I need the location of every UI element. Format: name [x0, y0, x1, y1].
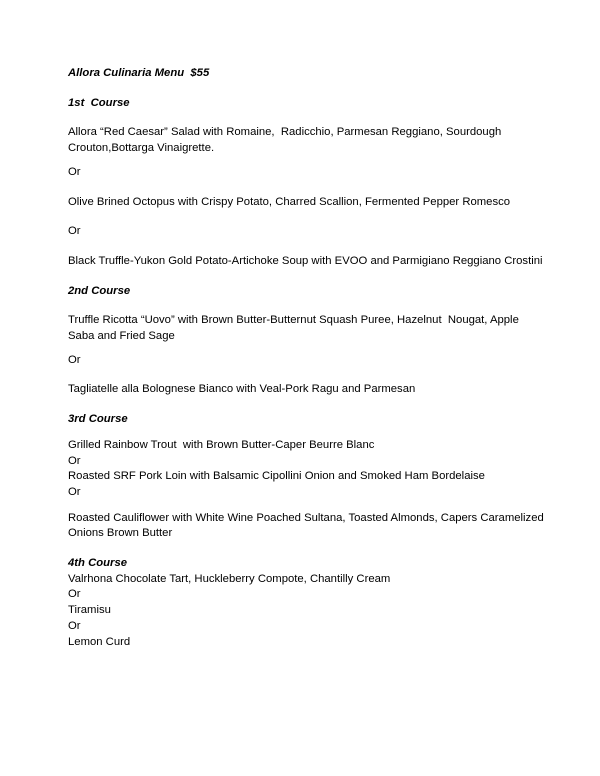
menu-item: Truffle Ricotta “Uovo” with Brown Butter-Butternut Squash Puree, Hazelnut Nougat, Apple — [68, 314, 519, 327]
or-separator: Or — [68, 353, 81, 366]
menu-item: Roasted SRF Pork Loin with Balsamic Cipollini Onion and Smoked Ham Bordelaise — [68, 470, 485, 483]
blank-line — [68, 210, 574, 224]
menu-item: Roasted Cauliflower with White Wine Poached Sultana, Toasted Almonds, Capers Caramelized — [68, 511, 544, 524]
blank-line — [68, 181, 574, 195]
menu-title: Allora Culinaria Menu $55 — [68, 67, 210, 79]
menu-item: Allora “Red Caesar” Salad with Romaine, Radicchio, Parmesan Reggiano, Sourdough — [68, 126, 502, 139]
blank-line — [68, 111, 574, 125]
blank-line — [68, 501, 574, 511]
menu-item: Onions Brown Butter — [68, 527, 173, 540]
blank-line — [68, 240, 574, 254]
menu-item: Crouton,Bottarga Vinaigrette. — [68, 142, 215, 155]
blank-line — [68, 82, 574, 96]
menu-item: Lemon Curd — [68, 635, 131, 648]
blank-line — [68, 299, 574, 313]
menu-item: Tagliatelle alla Bolognese Bianco with Veal-Pork Ragu and Parmesan — [68, 383, 416, 396]
menu-item: Olive Brined Octopus with Crispy Potato, Charred Scallion, Fermented Pepper Romesco — [68, 195, 511, 208]
or-separator: Or — [68, 225, 81, 238]
or-separator: Or — [68, 588, 81, 601]
course-heading: 2nd Course — [68, 284, 131, 297]
menu-item: Black Truffle-Yukon Gold Potato-Artichoke Soup with EVOO and Parmigiano Reggiano Crostini — [68, 254, 543, 267]
or-separator: Or — [68, 619, 81, 632]
menu-item: Grilled Rainbow Trout with Brown Butter-Caper Beurre Blanc — [68, 438, 375, 451]
course-heading: 3rd Course — [68, 413, 128, 426]
menu-item: Tiramisu — [68, 604, 111, 617]
blank-line — [68, 398, 574, 412]
blank-line — [68, 270, 574, 284]
course-heading: 4th Course — [68, 557, 128, 570]
blank-line — [68, 542, 574, 556]
blank-line — [68, 345, 574, 353]
menu-item: Saba and Fried Sage — [68, 330, 175, 343]
or-separator: Or — [68, 454, 81, 467]
course-heading: 1st Course — [68, 96, 130, 109]
or-separator: Or — [68, 165, 81, 178]
blank-line — [68, 157, 574, 165]
blank-line — [68, 368, 574, 382]
menu-item: Valrhona Chocolate Tart, Huckleberry Compote, Chantilly Cream — [68, 572, 391, 585]
blank-line — [68, 428, 574, 438]
or-separator: Or — [68, 485, 81, 498]
